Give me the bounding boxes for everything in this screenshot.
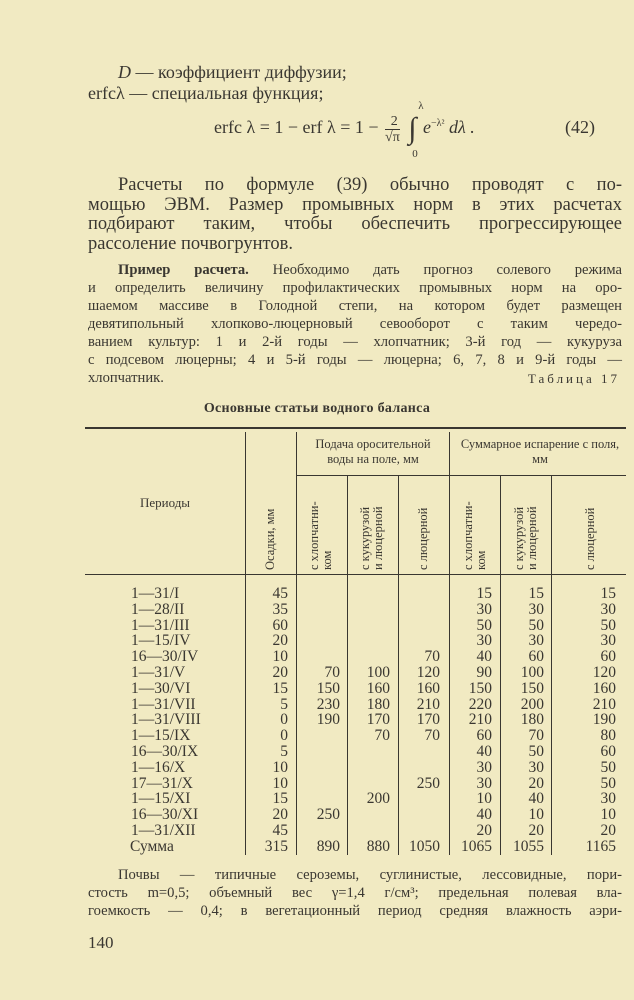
table-cell: 160 (592, 679, 616, 697)
definition-diffusion (118, 62, 347, 83)
table-cell: 70 (424, 648, 440, 666)
table-cell: 200 (520, 695, 544, 713)
subheader-line: ком (474, 550, 488, 570)
fraction (385, 114, 400, 145)
table-cell: 30 (528, 600, 544, 618)
table-cell (390, 586, 440, 602)
table-cell (290, 744, 340, 760)
table-cell (290, 602, 340, 618)
table-cell: 190 (592, 711, 616, 729)
subheader-line: ком (320, 550, 334, 570)
table-cell: 10 (528, 806, 544, 824)
table-cell: 120 (592, 664, 616, 681)
table-cell: 0 (280, 727, 288, 745)
table-cell: 120 (416, 664, 440, 681)
table-cell (340, 633, 390, 649)
table-cell (290, 760, 340, 776)
subheader-line: с люцерной (415, 507, 430, 570)
table-cell: 200 (366, 790, 390, 808)
table-label: Таблица 17 (527, 371, 620, 386)
table-cell (290, 618, 340, 634)
soil-line: стость m=0,5; объемный вес γ=1,4 г/см³; предельная полевая вла- (88, 885, 622, 901)
table-cell: 180 (366, 695, 390, 713)
table-cell (290, 649, 340, 665)
table-cell: 40 (476, 743, 492, 760)
table-cell: 50 (528, 743, 544, 760)
example-line: с подсевом люцерны; 4 и 5-й годы — люцерна; 6, 7, 8 и 9-й годы — (88, 352, 622, 368)
table-cell: 5 (280, 695, 288, 713)
soil-line: Почвы — типичные сероземы, суглинистые, лессовидные, пори- (118, 867, 622, 883)
table-cell: 70 (374, 727, 390, 745)
table-cell: 230 (316, 695, 340, 713)
table-cell: 80 (600, 727, 616, 745)
table-cell: 30 (476, 774, 492, 792)
table-cell (390, 602, 440, 618)
table-cell: 315 (264, 837, 288, 855)
differential: dλ . (449, 117, 475, 138)
table-cell: 20 (600, 822, 616, 839)
definition-erfc (88, 83, 323, 104)
header-supply-group: Подача оросительной воды на поле, мм (315, 437, 431, 466)
table-cell (290, 823, 340, 839)
table-cell: 70 (324, 664, 340, 681)
table-cell: 30 (476, 758, 492, 776)
row-period: 1—15/IV (131, 632, 191, 650)
example-line: ванием культур: 1 и 2-й годы — хлопчатник; 3-й год — кукуруза (88, 334, 622, 350)
formula-lhs: erfc λ = 1 − erf λ = 1 − (214, 117, 379, 138)
table-cell: 0 (280, 711, 288, 729)
subheader-supply (417, 480, 430, 570)
table-cell: 30 (528, 632, 544, 650)
table-cell: 30 (528, 758, 544, 776)
table-cell (390, 618, 440, 634)
table-cell: 15 (528, 585, 544, 602)
table-cell: 50 (600, 774, 616, 792)
row-period: 1—31/XII (131, 822, 196, 839)
table-cell (390, 791, 440, 807)
table-cell (340, 807, 390, 823)
table-cell (340, 618, 390, 634)
table-cell (390, 633, 440, 649)
table-cell (290, 728, 340, 744)
lower-limit: 0 (412, 148, 418, 160)
example-line: девятипольный хлопково-люцерновый севооборот с таким чередо- (88, 316, 622, 332)
table-cell: 160 (416, 679, 440, 697)
table-cell (340, 602, 390, 618)
soil-paragraph (88, 866, 622, 920)
table-cell (340, 823, 390, 839)
table-cell: 1065 (461, 837, 492, 855)
row-period: 17—31/X (131, 774, 193, 792)
row-period: 16—30/XI (131, 806, 199, 824)
row-period: 1—31/VII (131, 695, 196, 713)
header-precip: Осадки, мм (263, 508, 277, 570)
subheader-evap (462, 480, 488, 570)
row-period: 16—30/IV (131, 648, 199, 666)
example-line: и определить величину профилактических промывных норм на оро- (88, 280, 622, 296)
subheader-evap (513, 480, 539, 570)
table-cell: 45 (272, 585, 288, 602)
table-cell: 210 (468, 711, 492, 729)
table-cell: 160 (366, 679, 390, 697)
table-cell: 10 (272, 774, 288, 792)
paragraph-line: рассоление почвогрунтов. (88, 233, 293, 254)
table-cell: 220 (468, 695, 492, 713)
table-cell: 1165 (585, 837, 616, 855)
row-period: 16—30/IX (131, 743, 199, 760)
table-cell (390, 823, 440, 839)
table-cell: 30 (476, 600, 492, 618)
header-periods: Периоды (139, 495, 191, 510)
table-cell: 20 (476, 822, 492, 839)
table-cell (290, 791, 340, 807)
symbol: erfcλ (88, 83, 125, 103)
table-cell: 210 (416, 695, 440, 713)
example-paragraph (88, 261, 622, 387)
row-period: Сумма (130, 837, 174, 855)
paragraph-line: мощью ЭВМ. Размер промывных норм в этих расчетах (88, 194, 622, 215)
table-cell: 170 (416, 711, 440, 729)
table-cell: 100 (520, 664, 544, 681)
table-cell (290, 586, 340, 602)
table-cell: 880 (366, 837, 390, 855)
table-cell: 50 (528, 616, 544, 634)
table-cell (340, 649, 390, 665)
subheader-supply (359, 480, 385, 570)
formula-42 (214, 100, 475, 160)
table-cell: 170 (366, 711, 390, 729)
subheader-line: и люцерной (371, 506, 385, 570)
column-divider (551, 475, 552, 855)
subheader-line: с хлопчатни- (461, 501, 475, 570)
table-cell: 90 (476, 664, 492, 681)
table-cell: 15 (476, 585, 492, 602)
paragraph-line: подбирают таким, чтобы обеспечить прогрессирующее (88, 214, 622, 234)
table-cell (390, 760, 440, 776)
subheader-line: с кукурузой (512, 506, 526, 570)
table-title: Основные статьи водного баланса (203, 401, 431, 416)
table-cell: 70 (424, 727, 440, 745)
row-period: 1—31/III (131, 616, 190, 634)
table-cell: 30 (600, 790, 616, 808)
table-cell: 60 (272, 616, 288, 634)
table-cell: 1055 (513, 837, 544, 855)
table-cell: 150 (520, 679, 544, 697)
row-period: 1—15/IX (131, 727, 191, 745)
table-cell (340, 744, 390, 760)
table-cell: 15 (600, 585, 616, 602)
table-cell: 150 (316, 679, 340, 697)
table-cell: 180 (520, 711, 544, 729)
upper-limit: λ (418, 100, 424, 112)
table-cell: 50 (600, 616, 616, 634)
integral-sign: ∫ λ 0 (408, 100, 424, 160)
table-cell: 40 (528, 790, 544, 808)
table-cell: 20 (272, 632, 288, 650)
subheader-line: и люцерной (525, 506, 539, 570)
exponent: −λ² (431, 118, 445, 130)
table-cell: 20 (272, 806, 288, 824)
example-line: шаемом массиве в Голодной степи, на котором будет размещен (88, 298, 622, 314)
subheader-line: с люцерной (582, 507, 597, 570)
table-cell: 45 (272, 822, 288, 839)
table-cell: 40 (476, 806, 492, 824)
example-line: хлопчатник. (88, 370, 164, 386)
row-period: 1—16/X (131, 758, 186, 776)
integrand: e (423, 117, 431, 138)
row-period: 1—15/XI (131, 790, 191, 808)
table-cell: 250 (316, 806, 340, 824)
subheader-line: с хлопчатни- (307, 501, 321, 570)
subheader-line: с кукурузой (358, 506, 372, 570)
equation-number: (42) (565, 117, 595, 137)
table-cell: 190 (316, 711, 340, 729)
table-top-rule (85, 427, 626, 429)
table-cell: 15 (272, 790, 288, 808)
table-cell: 60 (600, 648, 616, 666)
table-cell: 210 (592, 695, 616, 713)
table-cell (340, 586, 390, 602)
table-cell: 30 (600, 600, 616, 618)
row-period: 1—28/II (131, 600, 185, 618)
table-cell: 250 (416, 774, 440, 792)
paragraph-line: Расчеты по формуле (39) обычно проводят с по- (118, 175, 622, 195)
row-period: 1—31/VIII (131, 711, 201, 729)
table-cell: 100 (366, 664, 390, 681)
table-cell: 60 (600, 743, 616, 760)
table-cell: 40 (476, 648, 492, 666)
table-cell: 10 (272, 648, 288, 666)
page-number: 140 (88, 933, 114, 952)
table-cell: 30 (476, 632, 492, 650)
main-paragraph (88, 176, 622, 254)
example-heading: Пример расчета. (118, 262, 249, 278)
subheader-rule (296, 475, 626, 476)
table-cell: 10 (600, 806, 616, 824)
table-cell: 20 (528, 822, 544, 839)
table-cell (390, 744, 440, 760)
table-cell: 60 (476, 727, 492, 745)
table-cell: 50 (476, 616, 492, 634)
table-cell: 35 (272, 600, 288, 618)
table-cell (390, 807, 440, 823)
table-cell (340, 776, 390, 792)
table-cell: 10 (272, 758, 288, 776)
subheader-evap (584, 480, 597, 570)
table-cell (340, 760, 390, 776)
table-cell: 10 (476, 790, 492, 808)
row-period: 1—31/V (131, 664, 186, 681)
table-cell: 70 (528, 727, 544, 745)
subheader-supply (308, 480, 334, 570)
example-text: Необходимо дать прогноз солевого режима (272, 262, 622, 278)
table-cell: 20 (272, 664, 288, 681)
table-cell: 30 (600, 632, 616, 650)
header-bottom-rule (85, 574, 626, 575)
table-cell: 20 (528, 774, 544, 792)
fraction-denominator: √π (385, 129, 400, 145)
soil-line: гоемкость — 0,4; в вегетационный период средняя влажность аэри- (88, 903, 622, 919)
symbol: D (118, 62, 131, 82)
table-cell (290, 776, 340, 792)
table-cell: 1050 (409, 837, 440, 855)
row-period: 1—31/I (131, 585, 180, 602)
table-cell: 5 (280, 743, 288, 760)
table-cell: 60 (528, 648, 544, 666)
table-cell: 15 (272, 679, 288, 697)
table-cell (290, 633, 340, 649)
header-evap-group: Суммарное испарение с поля, мм (460, 437, 620, 466)
definition-text: — специальная функция; (129, 83, 324, 103)
row-period: 1—30/VI (131, 679, 191, 697)
table-cell: 50 (600, 758, 616, 776)
definition-text: — коэффициент диффузии; (135, 62, 347, 82)
example-line (88, 261, 622, 279)
fraction-numerator: 2 (385, 114, 400, 130)
table-cell: 890 (316, 837, 340, 855)
table-cell: 150 (468, 679, 492, 697)
